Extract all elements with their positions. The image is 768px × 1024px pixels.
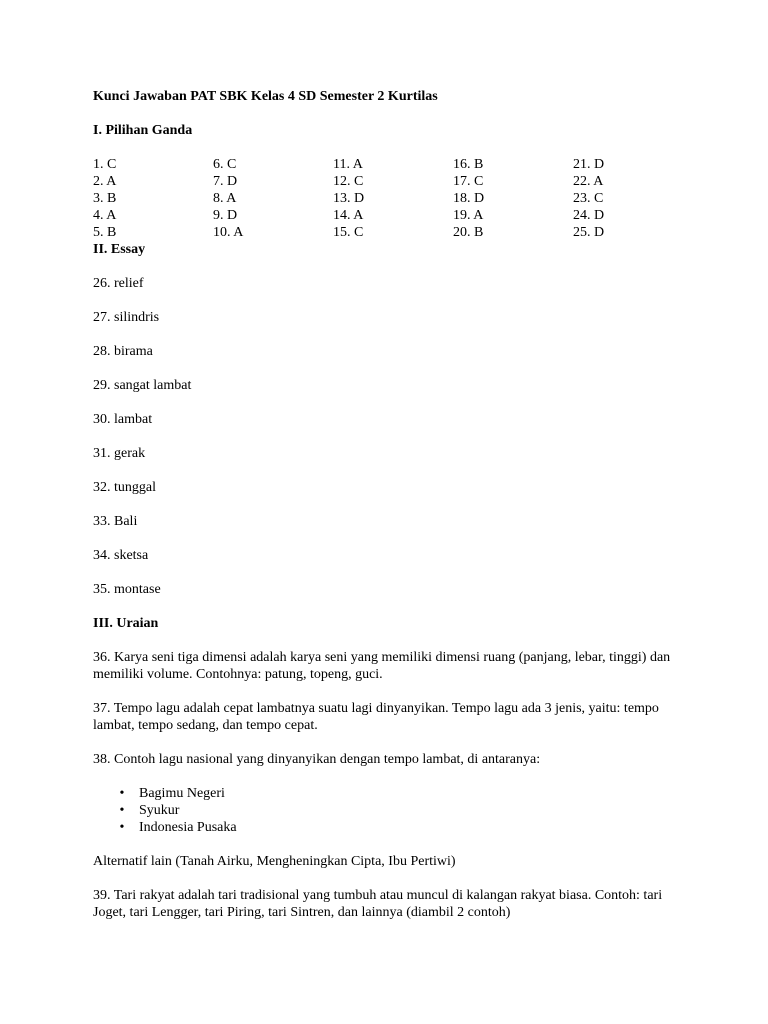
section-heading-pilihan-ganda: I. Pilihan Ganda [93,123,193,138]
section-heading-uraian: III. Uraian [93,616,159,631]
list-item-label: Syukur [139,803,180,818]
bullet-icon: • [119,803,125,818]
answer-key-grid [93,156,693,241]
song-list [93,785,693,836]
answer-item: 14. A [333,208,364,223]
document-title: Kunci Jawaban PAT SBK Kelas 4 SD Semester 2 Kurtilas [93,89,438,104]
answer-column-3 [333,156,453,241]
essay-item: 33. Bali [93,514,138,529]
document-page [93,88,693,938]
answer-item: 12. C [333,174,364,189]
answer-item: 21. D [573,157,605,172]
answer-39: 39. Tari rakyat adalah tari tradisional yang tumbuh atau muncul di kalangan rakyat biasa. Contoh: tari Joget, tari Lengger, tari Piring, tari Sintren, dan lainnya (diambil 2 contoh) [93,888,663,920]
answer-item: 11. A [333,157,363,172]
answer-item: 13. D [333,191,365,206]
answer-item: 2. A [93,174,117,189]
answer-column-4 [453,156,573,241]
answer-column-5 [573,156,693,241]
essay-item: 28. birama [93,344,153,359]
answer-item: 8. A [213,191,237,206]
essay-item: 27. silindris [93,310,160,325]
essay-item: 26. relief [93,276,144,291]
essay-item: 31. gerak [93,446,146,461]
answer-item: 3. B [93,191,117,206]
answer-item: 18. D [453,191,485,206]
answer-item: 6. C [213,157,237,172]
answer-38: 38. Contoh lagu nasional yang dinyanyikan dengan tempo lambat, di antaranya: [93,752,541,767]
essay-item: 30. lambat [93,412,153,427]
answer-item: 25. D [573,225,605,240]
answer-item: 22. A [573,174,604,189]
answer-item: 1. C [93,157,117,172]
list-item [93,819,693,836]
essay-item: 29. sangat lambat [93,378,192,393]
section-heading-essay: II. Essay [93,242,146,257]
essay-item: 34. sketsa [93,548,149,563]
answer-item: 23. C [573,191,604,206]
answer-37: 37. Tempo lagu adalah cepat lambatnya suatu lagi dinyanyikan. Tempo lagu ada 3 jenis, yaitu: tempo lambat, tempo sedang, dan tempo cepat. [93,701,659,733]
answer-item: 9. D [213,208,238,223]
answer-item: 7. D [213,174,238,189]
answer-column-1 [93,156,213,241]
answer-item: 15. C [333,225,364,240]
answer-item: 20. B [453,225,484,240]
list-item [93,785,693,802]
bullet-icon: • [119,820,125,835]
answer-item: 19. A [453,208,484,223]
list-item-label: Indonesia Pusaka [139,820,237,835]
list-item-label: Bagimu Negeri [139,786,225,801]
answer-item: 4. A [93,208,117,223]
answer-column-2 [213,156,333,241]
answer-item: 17. C [453,174,484,189]
essay-item: 32. tunggal [93,480,156,495]
list-item [93,802,693,819]
bullet-icon: • [119,786,125,801]
answer-item: 5. B [93,225,117,240]
answer-item: 16. B [453,157,484,172]
answer-38-alternative: Alternatif lain (Tanah Airku, Mengheningkan Cipta, Ibu Pertiwi) [93,854,456,869]
answer-36: 36. Karya seni tiga dimensi adalah karya seni yang memiliki dimensi ruang (panjang, lebar, tinggi) dan memiliki volume. Contohnya: patung, topeng, guci. [93,650,671,682]
essay-item: 35. montase [93,582,161,597]
answer-item: 24. D [573,208,605,223]
answer-item: 10. A [213,225,244,240]
